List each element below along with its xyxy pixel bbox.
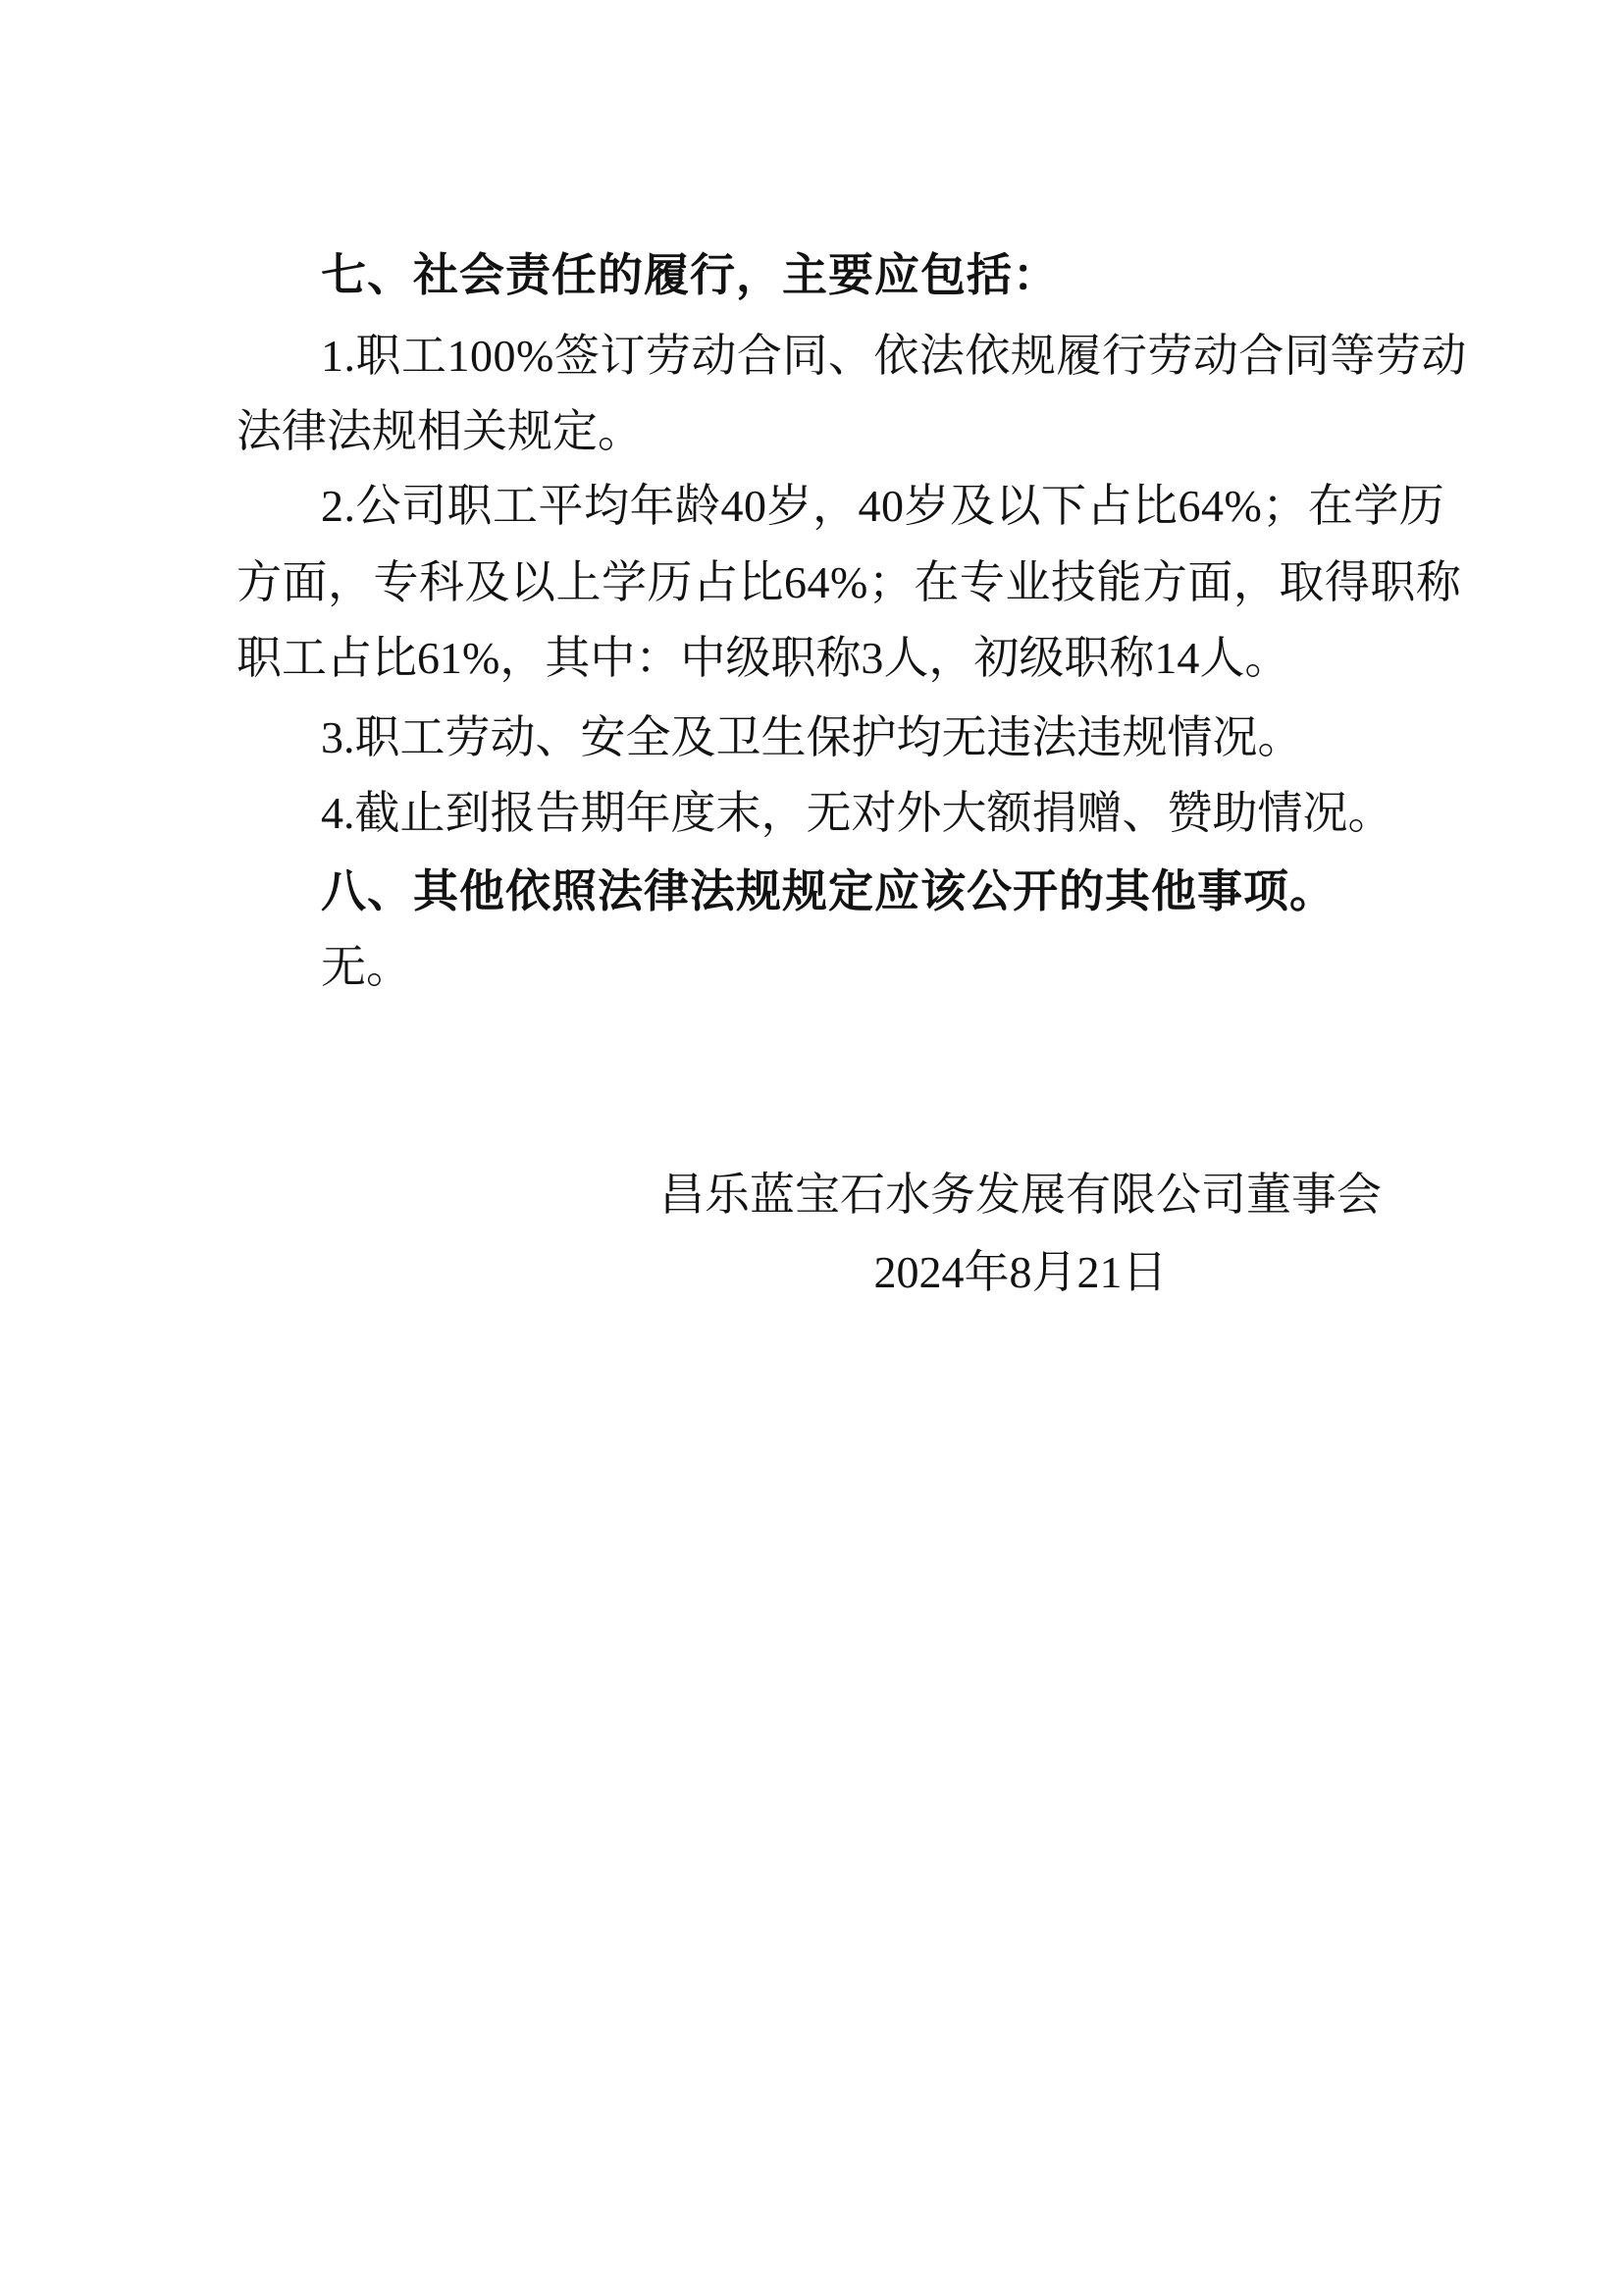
none-statement: 无。 [321,942,411,992]
para-3-line: 3.职工劳动、安全及卫生保护均无违法违规情况。 [321,712,1303,762]
para-4-line: 4.截止到报告期年度末，无对外大额捐赠、赞助情况。 [321,788,1393,838]
para-2-line-2: 方面，专科及以上学历占比64%；在专业技能方面，取得职称 [236,557,1462,607]
signature-date: 2024年8月21日 [873,1247,1168,1297]
signature-company: 昌乐蓝宝石水务发展有限公司董事会 [659,1170,1382,1220]
para-2-line-3: 职工占比61%，其中：中级职称3人，初级职称14人。 [236,633,1290,683]
para-1-line-2: 法律法规相关规定。 [236,406,643,456]
para-2-line-1: 2.公司职工平均年龄40岁，40岁及以下占比64%；在学历 [321,481,1445,531]
para-1-line-1: 1.职工100%签订劳动合同、依法依规履行劳动合同等劳动 [321,331,1467,381]
section-7-heading: 七、社会责任的履行，主要应包括： [321,250,1059,300]
section-8-heading: 八、其他依照法律法规规定应该公开的其他事项。 [321,866,1336,916]
